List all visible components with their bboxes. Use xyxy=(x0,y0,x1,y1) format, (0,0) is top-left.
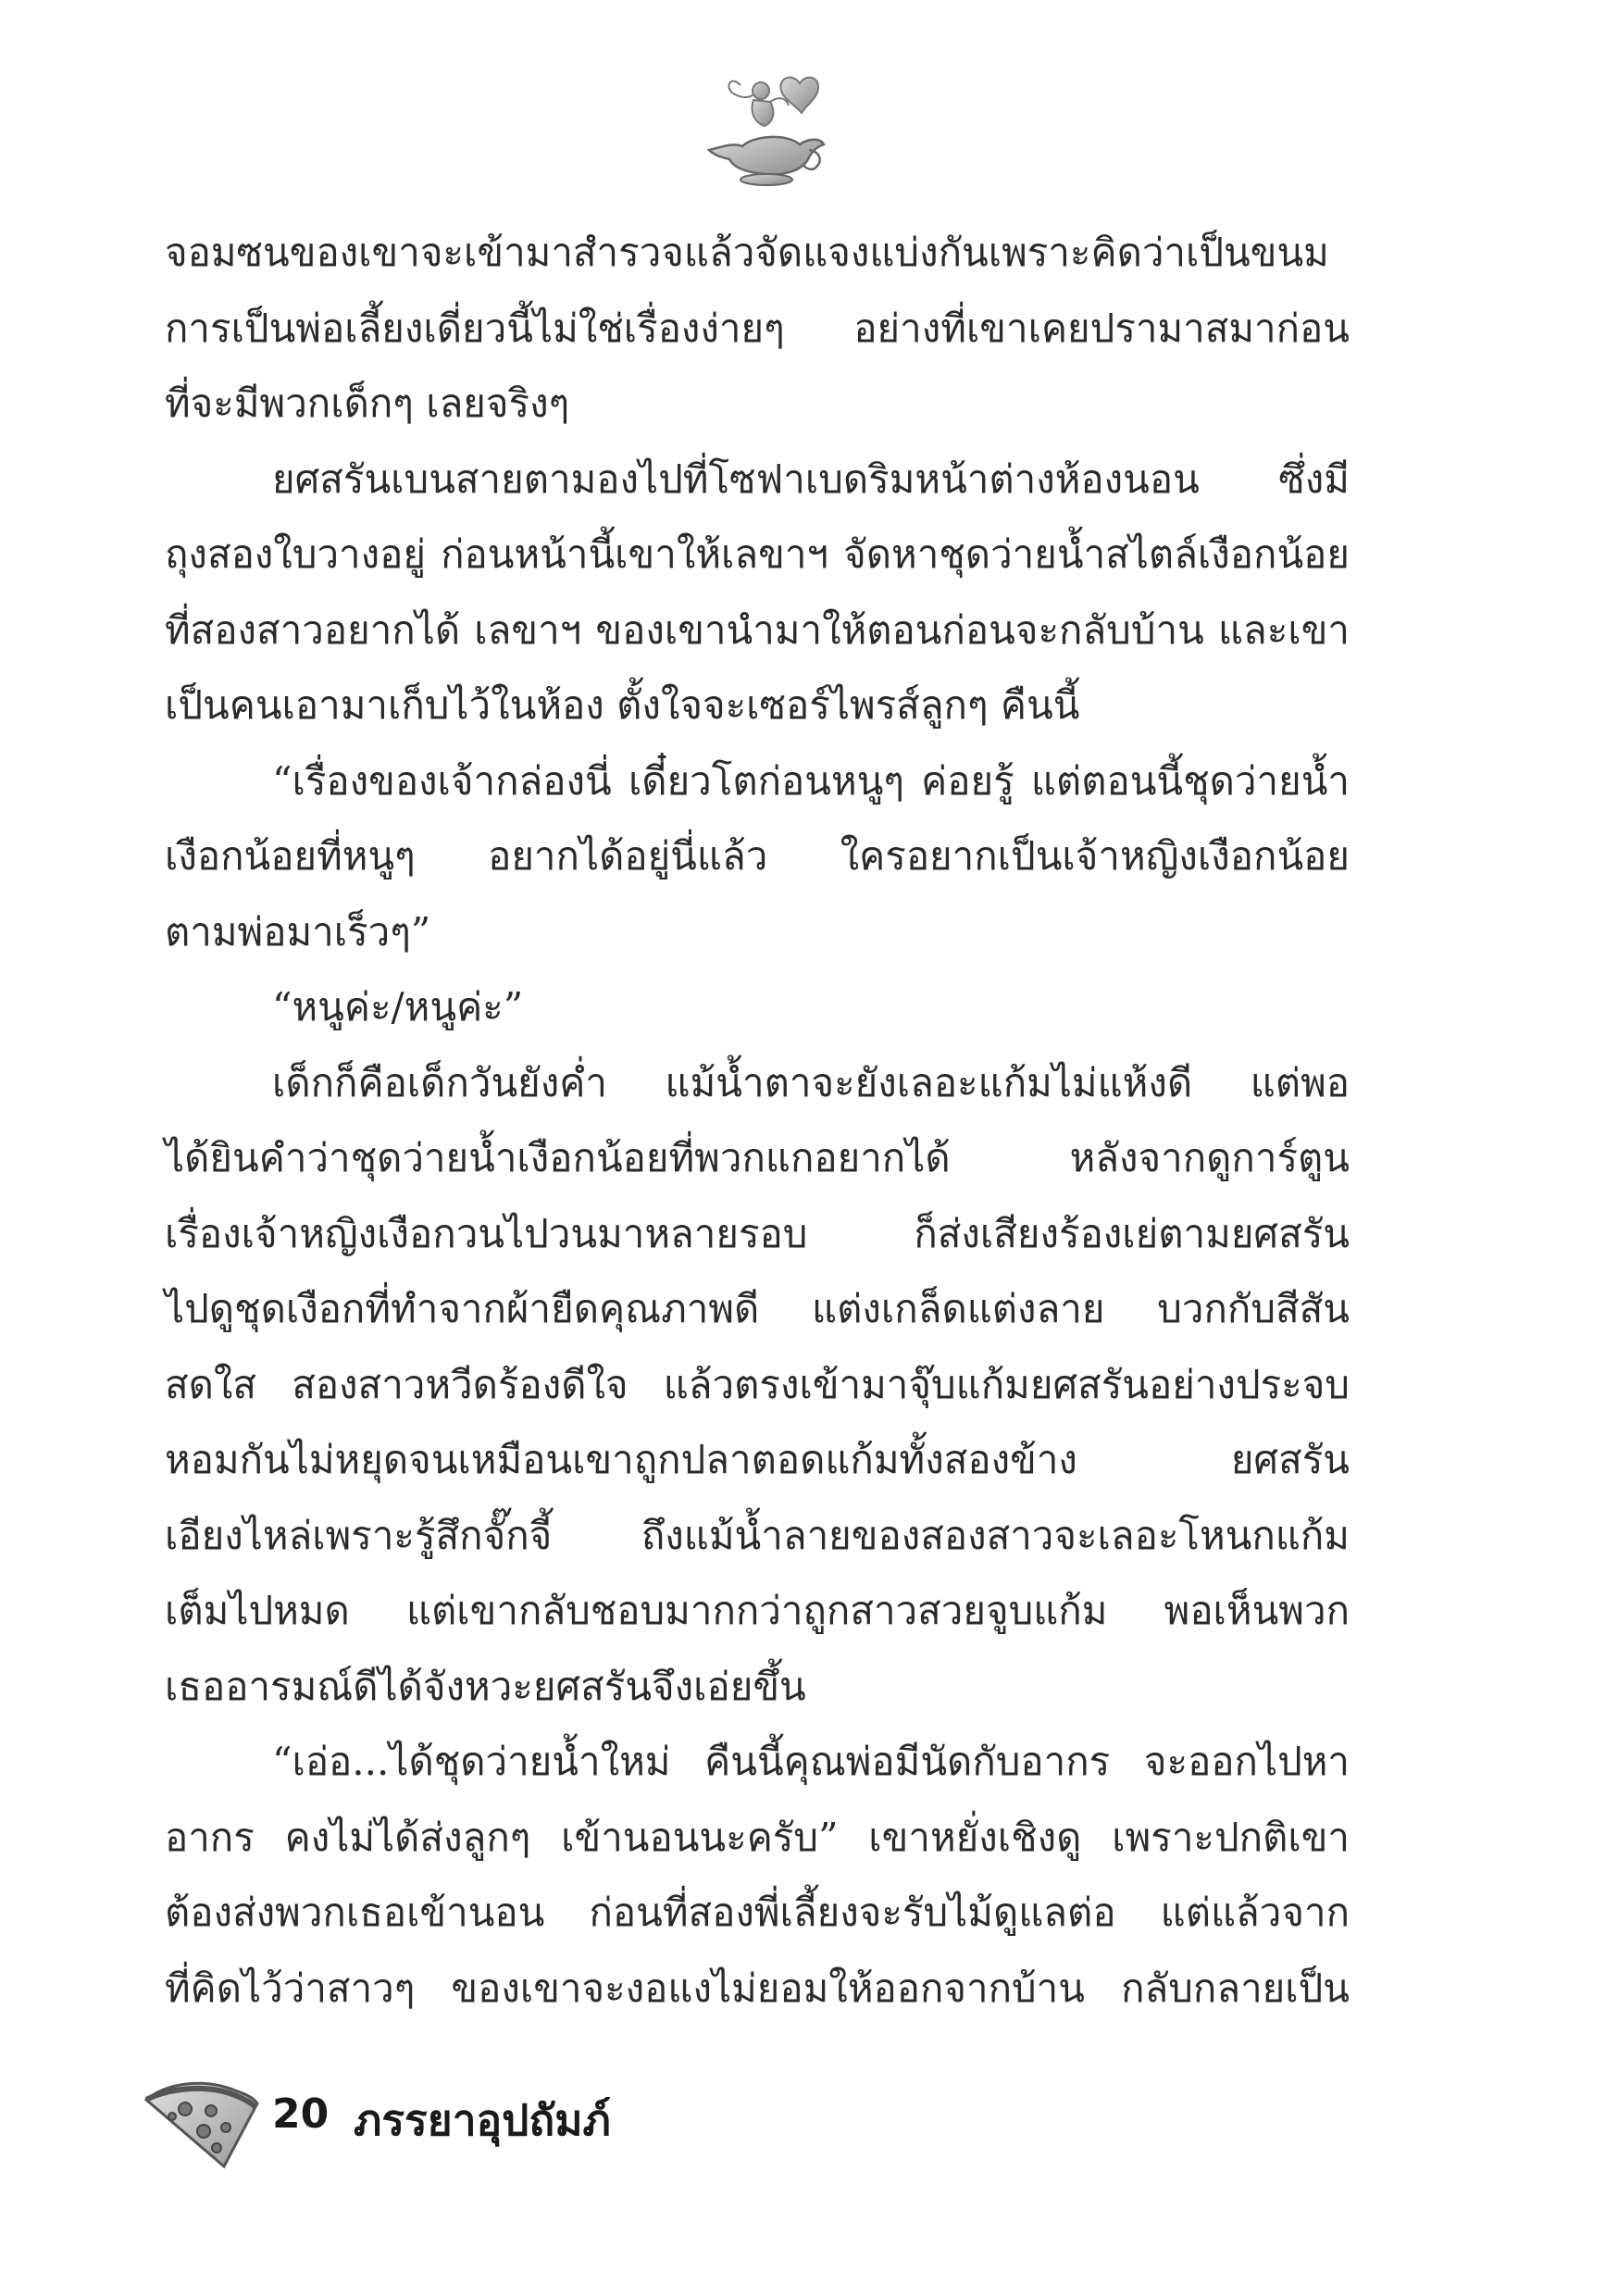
text-line: เต็มไปหมด แต่เขากลับชอบมากกว่าถูกสาวสวยจูบแก้ม พอเห็นพวก xyxy=(165,1588,1350,1633)
text-line: เธออารมณ์ดีได้จังหวะยศสรันจึงเอ่ยขึ้น xyxy=(165,1663,806,1709)
body-text xyxy=(165,215,1350,2026)
text-line: ที่สองสาวอยากได้ เลขาฯ ของเขานำมาให้ตอนก่อนจะกลับบ้าน และเขา xyxy=(165,606,1350,653)
page-footer xyxy=(139,2070,972,2181)
pizza-slice-icon xyxy=(139,2070,264,2172)
text-line: ที่คิดไว้ว่าสาวๆ ของเขาจะงอแงไม่ยอมให้ออกจากบ้าน กลับกลายเป็น xyxy=(165,1965,1350,2011)
text-line: เอียงไหล่เพราะรู้สึกจั๊กจี้ ถึงแม้น้ำลายของสองสาวจะเลอะโหนกแก้ม xyxy=(165,1512,1350,1558)
text-line: หอมกันไม่หยุดจนเหมือนเขาถูกปลาตอดแก้มทั้งสองข้าง ยศสรัน xyxy=(165,1437,1350,1482)
text-line: “หนูค่ะ/หนูค่ะ” xyxy=(272,984,524,1029)
page-number: 20 xyxy=(272,2090,330,2138)
angel-teapot-icon xyxy=(696,57,835,196)
text-line: อากร คงไม่ได้ส่งลูกๆ เข้านอนนะครับ” เขาหยั่งเชิงดู เพราะปกติเขา xyxy=(165,1814,1350,1860)
text-line: ไปดูชุดเงือกที่ทำจากผ้ายืดคุณภาพดี แต่งเกล็ดแต่งลาย บวกกับสีสัน xyxy=(165,1286,1350,1331)
text-line: เรื่องเจ้าหญิงเงือกวนไปวนมาหลายรอบ ก็ส่งเสียงร้องเย่ตามยศสรัน xyxy=(165,1210,1350,1256)
text-line: ยศสรันเบนสายตามองไปที่โซฟาเบดริมหน้าต่างห้องนอน ซึ่งมี xyxy=(272,455,1350,502)
book-title: ภรรยาอุปถัมภ์ xyxy=(354,2095,611,2145)
text-line: จอมซนของเขาจะเข้ามาสำรวจแล้วจัดแจงแบ่งกันเพราะคิดว่าเป็นขนม xyxy=(165,230,1329,275)
text-line: ตามพ่อมาเร็วๆ” xyxy=(165,908,431,955)
text-line: การเป็นพ่อเลี้ยงเดี่ยวนี้ไม่ใช่เรื่องง่ายๆ อย่างที่เขาเคยปรามาสมาก่อน xyxy=(165,305,1350,351)
text-line: เด็กก็คือเด็กวันยังค่ำ แม้น้ำตาจะยังเลอะแก้มไม่แห้งดี แต่พอ xyxy=(272,1059,1350,1105)
text-line: ได้ยินคำว่าชุดว่ายน้ำเงือกน้อยที่พวกแกอยากได้ หลังจากดูการ์ตูน xyxy=(165,1135,1350,1180)
text-line: ที่จะมีพวกเด็กๆ เลยจริงๆ xyxy=(165,381,570,426)
text-line: ถุงสองใบวางอยู่ ก่อนหน้านี้เขาให้เลขาฯ จัดหาชุดว่ายน้ำสไตล์เงือกน้อย xyxy=(165,531,1350,577)
text-line: เป็นคนเอามาเก็บไว้ในห้อง ตั้งใจจะเซอร์ไพรส์ลูกๆ คืนนี้ xyxy=(165,682,1080,728)
text-line: ต้องส่งพวกเธอเข้านอน ก่อนที่สองพี่เลี้ยงจะรับไม้ดูแลต่อ แต่แล้วจาก xyxy=(165,1890,1350,1935)
text-line: สดใส สองสาวหวีดร้องดีใจ แล้วตรงเข้ามาจุ๊บแก้มยศสรันอย่างประจบ xyxy=(165,1361,1350,1407)
text-line: เงือกน้อยที่หนูๆ อยากได้อยู่นี่แล้ว ใครอยากเป็นเจ้าหญิงเงือกน้อย xyxy=(165,833,1350,879)
text-line: “เรื่องของเจ้ากล่องนี่ เดี๋ยวโตก่อนหนูๆ ค่อยรู้ แต่ตอนนี้ชุดว่ายน้ำ xyxy=(272,757,1350,804)
text-line: “เอ่อ...ได้ชุดว่ายน้ำใหม่ คืนนี้คุณพ่อมีนัดกับอากร จะออกไปหา xyxy=(272,1739,1350,1784)
